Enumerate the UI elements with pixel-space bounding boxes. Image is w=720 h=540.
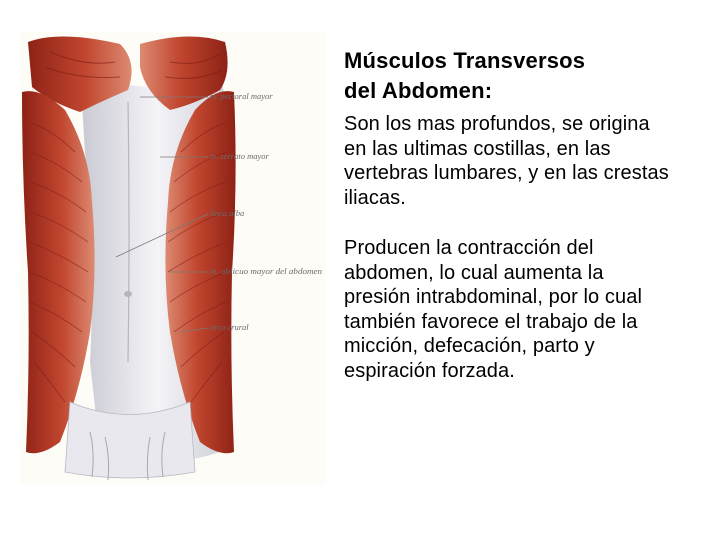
paragraph-function: Producen la contracción del abdomen, lo cual aumenta la presión intrabdominal, por lo cual también favorece el trabajo de la micción, defecación, parto y espiración forzada. [344,237,643,382]
label-oblicuo: m. oblicuo mayor del abdomen [210,266,322,276]
label-serrato: m. serrato mayor [210,151,269,161]
slide-title [344,46,674,106]
title-line-2: del Abdomen: [344,78,493,103]
text-column [344,46,674,383]
paragraph-origin: Son los mas profundos, se origina en las ultimas costillas, en las vertebras lumbares, y en las crestas iliacas. [344,113,669,209]
umbilicus [124,291,132,297]
label-arco-crural: arco crural [210,322,249,332]
label-linea-alba: línea alba [210,208,245,218]
left-oblique-muscle [22,91,95,453]
label-pectoral: m. pectoral mayor [210,91,273,101]
title-line-1: Músculos Transversos [344,48,586,73]
abdominal-muscles-illustration [20,32,326,484]
anatomy-drawing [20,32,326,484]
